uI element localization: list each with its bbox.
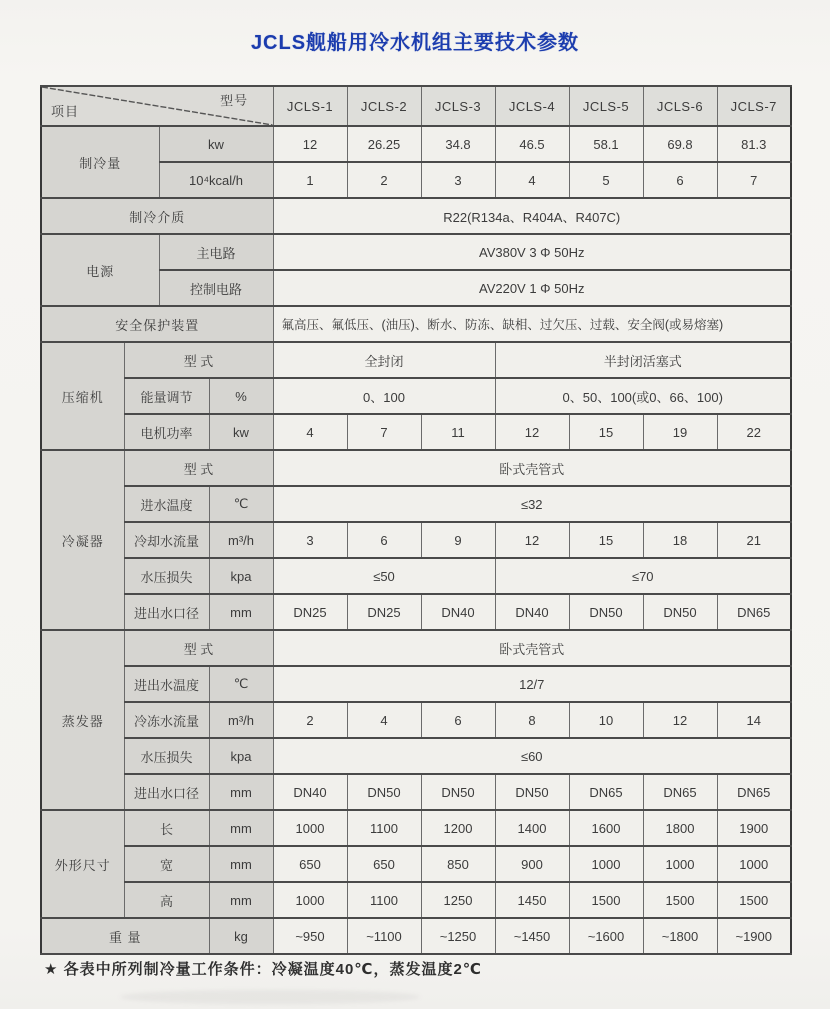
value-cell: 81.3 <box>717 126 791 162</box>
value-condenser-type: 卧式壳管式 <box>273 450 791 486</box>
value-cell: 1100 <box>347 882 421 918</box>
value-pressure-loss-right: ≤70 <box>495 558 791 594</box>
value-cell: 1200 <box>421 810 495 846</box>
group-label-cooling-capacity: 制冷量 <box>41 126 159 198</box>
row-dimension-width <box>41 846 791 882</box>
value-cell: 4 <box>347 702 421 738</box>
group-label-compressor: 压缩机 <box>41 342 124 450</box>
model-header: JCLS-7 <box>717 86 791 126</box>
unit-cell: 10⁴kcal/h <box>159 162 273 198</box>
row-power-main <box>41 234 791 270</box>
value-cell: 46.5 <box>495 126 569 162</box>
unit-cell: mm <box>209 774 273 810</box>
value-cell: 34.8 <box>421 126 495 162</box>
value-cell: 1000 <box>273 882 347 918</box>
value-cell: 22 <box>717 414 791 450</box>
value-cell: DN50 <box>643 594 717 630</box>
label-energy-regulation: 能量调节 <box>124 378 209 414</box>
spec-table <box>40 85 792 955</box>
label-control-circuit: 控制电路 <box>159 270 273 306</box>
label-inlet-temp: 进水温度 <box>124 486 209 522</box>
value-cell: 1000 <box>717 846 791 882</box>
value-cell: 69.8 <box>643 126 717 162</box>
footnote: ★ 各表中所列制冷量工作条件：冷凝温度40℃，蒸发温度2℃ <box>44 961 482 978</box>
value-cell: ~1450 <box>495 918 569 954</box>
label-evaporator-type: 型 式 <box>124 630 273 666</box>
label-motor-power: 电机功率 <box>124 414 209 450</box>
label-pipe-diameter: 进出水口径 <box>124 774 209 810</box>
label-refrigerant: 制冷介质 <box>41 198 273 234</box>
row-condenser-water-flow <box>41 522 791 558</box>
label-chilled-water-flow: 冷冻水流量 <box>124 702 209 738</box>
label-weight: 重 量 <box>41 918 209 954</box>
value-inlet-temp: ≤32 <box>273 486 791 522</box>
value-cell: 26.25 <box>347 126 421 162</box>
value-main-circuit: AV380V 3 Φ 50Hz <box>273 234 791 270</box>
value-cell: 2 <box>347 162 421 198</box>
value-pressure-loss: ≤60 <box>273 738 791 774</box>
value-compressor-type-right: 半封闭活塞式 <box>495 342 791 378</box>
value-cell: 1900 <box>717 810 791 846</box>
value-cell: DN50 <box>495 774 569 810</box>
value-cell: 4 <box>273 414 347 450</box>
unit-cell: kpa <box>209 738 273 774</box>
value-cell: 8 <box>495 702 569 738</box>
value-cell: 650 <box>273 846 347 882</box>
unit-cell: kw <box>159 126 273 162</box>
unit-cell: ℃ <box>209 666 273 702</box>
value-cell: ~950 <box>273 918 347 954</box>
value-compressor-type-left: 全封闭 <box>273 342 495 378</box>
row-compressor-type <box>41 342 791 378</box>
value-cell: 5 <box>569 162 643 198</box>
value-energy-left: 0、100 <box>273 378 495 414</box>
value-cell: 1 <box>273 162 347 198</box>
value-cell: ~1800 <box>643 918 717 954</box>
unit-cell: m³/h <box>209 522 273 558</box>
label-main-circuit: 主电路 <box>159 234 273 270</box>
value-cell: 1000 <box>569 846 643 882</box>
value-cell: 6 <box>643 162 717 198</box>
row-evaporator-water-flow <box>41 702 791 738</box>
value-cell: 1000 <box>643 846 717 882</box>
value-cell: 7 <box>347 414 421 450</box>
value-cell: 6 <box>347 522 421 558</box>
value-cell: 2 <box>273 702 347 738</box>
unit-cell: kpa <box>209 558 273 594</box>
value-cell: ~1100 <box>347 918 421 954</box>
unit-cell: mm <box>209 810 273 846</box>
value-cell: 1250 <box>421 882 495 918</box>
value-cell: DN40 <box>495 594 569 630</box>
row-condenser-type <box>41 450 791 486</box>
row-weight <box>41 918 791 954</box>
value-cell: 12 <box>495 414 569 450</box>
unit-cell: mm <box>209 846 273 882</box>
value-cell: 12 <box>643 702 717 738</box>
row-refrigerant <box>41 198 791 234</box>
value-refrigerant: R22(R134a、R404A、R407C) <box>273 198 791 234</box>
value-cell: ~1600 <box>569 918 643 954</box>
row-evaporator-inlet-outlet-temp <box>41 666 791 702</box>
label-width: 宽 <box>124 846 209 882</box>
value-cell: 1400 <box>495 810 569 846</box>
value-cell: 1450 <box>495 882 569 918</box>
value-cell: 15 <box>569 414 643 450</box>
value-cell: 18 <box>643 522 717 558</box>
value-cell: DN65 <box>717 594 791 630</box>
value-cell: 7 <box>717 162 791 198</box>
value-cell: DN50 <box>569 594 643 630</box>
value-cell: 6 <box>421 702 495 738</box>
page-title: JCLS舰船用冷水机组主要技术参数 <box>250 32 580 54</box>
value-cell: ~1900 <box>717 918 791 954</box>
group-label-evaporator: 蒸发器 <box>41 630 124 810</box>
row-safety <box>41 306 791 342</box>
value-cell: DN25 <box>347 594 421 630</box>
label-cooling-water-flow: 冷却水流量 <box>124 522 209 558</box>
value-cell: 3 <box>421 162 495 198</box>
value-cell: DN50 <box>347 774 421 810</box>
group-label-condenser: 冷凝器 <box>41 450 124 630</box>
row-condenser-inlet-temp <box>41 486 791 522</box>
corner-cell <box>41 86 273 126</box>
label-safety-devices: 安全保护装置 <box>41 306 273 342</box>
label-inlet-outlet-temp: 进出水温度 <box>124 666 209 702</box>
label-pressure-loss: 水压损失 <box>124 738 209 774</box>
value-cell: ~1250 <box>421 918 495 954</box>
value-cell: 10 <box>569 702 643 738</box>
model-header: JCLS-4 <box>495 86 569 126</box>
value-cell: 1100 <box>347 810 421 846</box>
row-evaporator-type <box>41 630 791 666</box>
value-cell: 12 <box>273 126 347 162</box>
value-control-circuit: AV220V 1 Φ 50Hz <box>273 270 791 306</box>
row-condenser-pressure-loss <box>41 558 791 594</box>
value-cell: 1800 <box>643 810 717 846</box>
row-dimension-height <box>41 882 791 918</box>
group-label-power: 电源 <box>41 234 159 306</box>
value-cell: 9 <box>421 522 495 558</box>
value-cell: DN65 <box>717 774 791 810</box>
value-cell: 1500 <box>643 882 717 918</box>
value-cell: 4 <box>495 162 569 198</box>
label-pressure-loss: 水压损失 <box>124 558 209 594</box>
row-compressor-energy <box>41 378 791 414</box>
label-pipe-diameter: 进出水口径 <box>124 594 209 630</box>
row-dimension-length <box>41 810 791 846</box>
value-cell: 650 <box>347 846 421 882</box>
value-cell: 900 <box>495 846 569 882</box>
unit-cell: kw <box>209 414 273 450</box>
value-cell: 1000 <box>273 810 347 846</box>
group-label-dimensions: 外形尺寸 <box>41 810 124 918</box>
row-evaporator-pressure-loss <box>41 738 791 774</box>
unit-cell: ℃ <box>209 486 273 522</box>
value-cell: 19 <box>643 414 717 450</box>
value-evaporator-type: 卧式壳管式 <box>273 630 791 666</box>
label-compressor-type: 型 式 <box>124 342 273 378</box>
value-cell: 1600 <box>569 810 643 846</box>
unit-cell: kg <box>209 918 273 954</box>
model-header: JCLS-1 <box>273 86 347 126</box>
label-height: 高 <box>124 882 209 918</box>
header-row <box>41 86 791 126</box>
value-cell: DN40 <box>273 774 347 810</box>
value-cell: 1500 <box>717 882 791 918</box>
label-condenser-type: 型 式 <box>124 450 273 486</box>
corner-model-label: 型号 <box>220 92 249 109</box>
value-cell: DN40 <box>421 594 495 630</box>
row-evaporator-pipe-diameter <box>41 774 791 810</box>
row-condenser-pipe-diameter <box>41 594 791 630</box>
value-safety-devices: 氟高压、氟低压、(油压)、断水、防冻、缺相、过欠压、过载、安全阀(或易熔塞) <box>273 306 791 342</box>
unit-cell: % <box>209 378 273 414</box>
value-cell: 21 <box>717 522 791 558</box>
value-cell: 1500 <box>569 882 643 918</box>
value-cell: DN65 <box>643 774 717 810</box>
unit-cell: mm <box>209 882 273 918</box>
corner-item-label: 项目 <box>51 104 80 119</box>
model-header: JCLS-6 <box>643 86 717 126</box>
unit-cell: m³/h <box>209 702 273 738</box>
value-cell: 58.1 <box>569 126 643 162</box>
row-compressor-motor-power <box>41 414 791 450</box>
value-cell: 15 <box>569 522 643 558</box>
value-cell: 850 <box>421 846 495 882</box>
value-cell: 3 <box>273 522 347 558</box>
value-cell: 11 <box>421 414 495 450</box>
value-cell: 14 <box>717 702 791 738</box>
value-energy-right: 0、50、100(或0、66、100) <box>495 378 791 414</box>
label-length: 长 <box>124 810 209 846</box>
model-header: JCLS-2 <box>347 86 421 126</box>
value-cell: DN25 <box>273 594 347 630</box>
model-header: JCLS-5 <box>569 86 643 126</box>
value-pressure-loss-left: ≤50 <box>273 558 495 594</box>
row-cooling-kw <box>41 126 791 162</box>
value-cell: 12 <box>495 522 569 558</box>
value-inlet-outlet-temp: 12/7 <box>273 666 791 702</box>
value-cell: DN50 <box>421 774 495 810</box>
unit-cell: mm <box>209 594 273 630</box>
model-header: JCLS-3 <box>421 86 495 126</box>
value-cell: DN65 <box>569 774 643 810</box>
